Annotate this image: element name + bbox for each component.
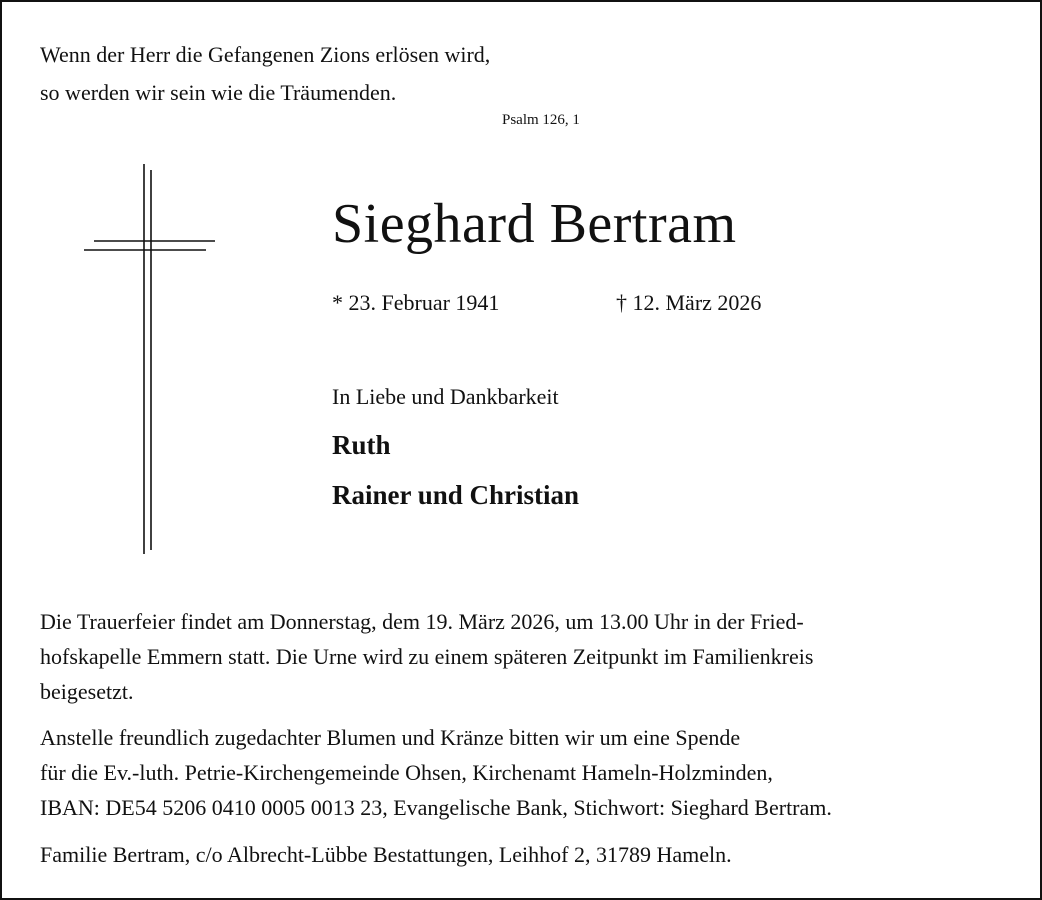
verse-line: Wenn der Herr die Gefangenen Zions erlösen wird, xyxy=(40,42,491,67)
cross-icon xyxy=(82,162,222,557)
birth-date: * 23. Februar 1941 xyxy=(332,290,500,315)
text-line: hofskapelle Emmern statt. Die Urne wird zu einem späteren Zeitpunkt im Familienkreis xyxy=(40,644,814,669)
funeral-notice xyxy=(40,604,813,709)
text-line: IBAN: DE54 5206 0410 0005 0013 23, Evangelische Bank, Stichwort: Sieghard Bertram. xyxy=(40,795,832,820)
text-line: Anstelle freundlich zugedachter Blumen und Kränze bitten wir um eine Spende xyxy=(40,725,741,750)
contact-address: Familie Bertram, c/o Albrecht-Lübbe Bestattungen, Leihhof 2, 31789 Hameln. xyxy=(40,842,732,867)
text-line: für die Ev.-luth. Petrie-Kirchengemeinde Ohsen, Kirchenamt Hameln-Holzminden, xyxy=(40,760,773,785)
psalm-verse xyxy=(40,36,490,112)
mourner-name: Rainer und Christian xyxy=(332,480,580,510)
death-date: † 12. März 2026 xyxy=(616,290,762,315)
text-line: beigesetzt. xyxy=(40,679,134,704)
donation-notice xyxy=(40,720,832,825)
verse-line: so werden wir sein wie die Träumenden. xyxy=(40,80,397,105)
verse-source: Psalm 126, 1 xyxy=(502,112,580,128)
deceased-name: Sieghard Bertram xyxy=(332,193,737,255)
text-line: Die Trauerfeier findet am Donnerstag, dem 19. März 2026, um 13.00 Uhr in der Fried- xyxy=(40,609,804,634)
mourner-name: Ruth xyxy=(332,430,391,460)
dedication: In Liebe und Dankbarkeit xyxy=(332,384,559,409)
